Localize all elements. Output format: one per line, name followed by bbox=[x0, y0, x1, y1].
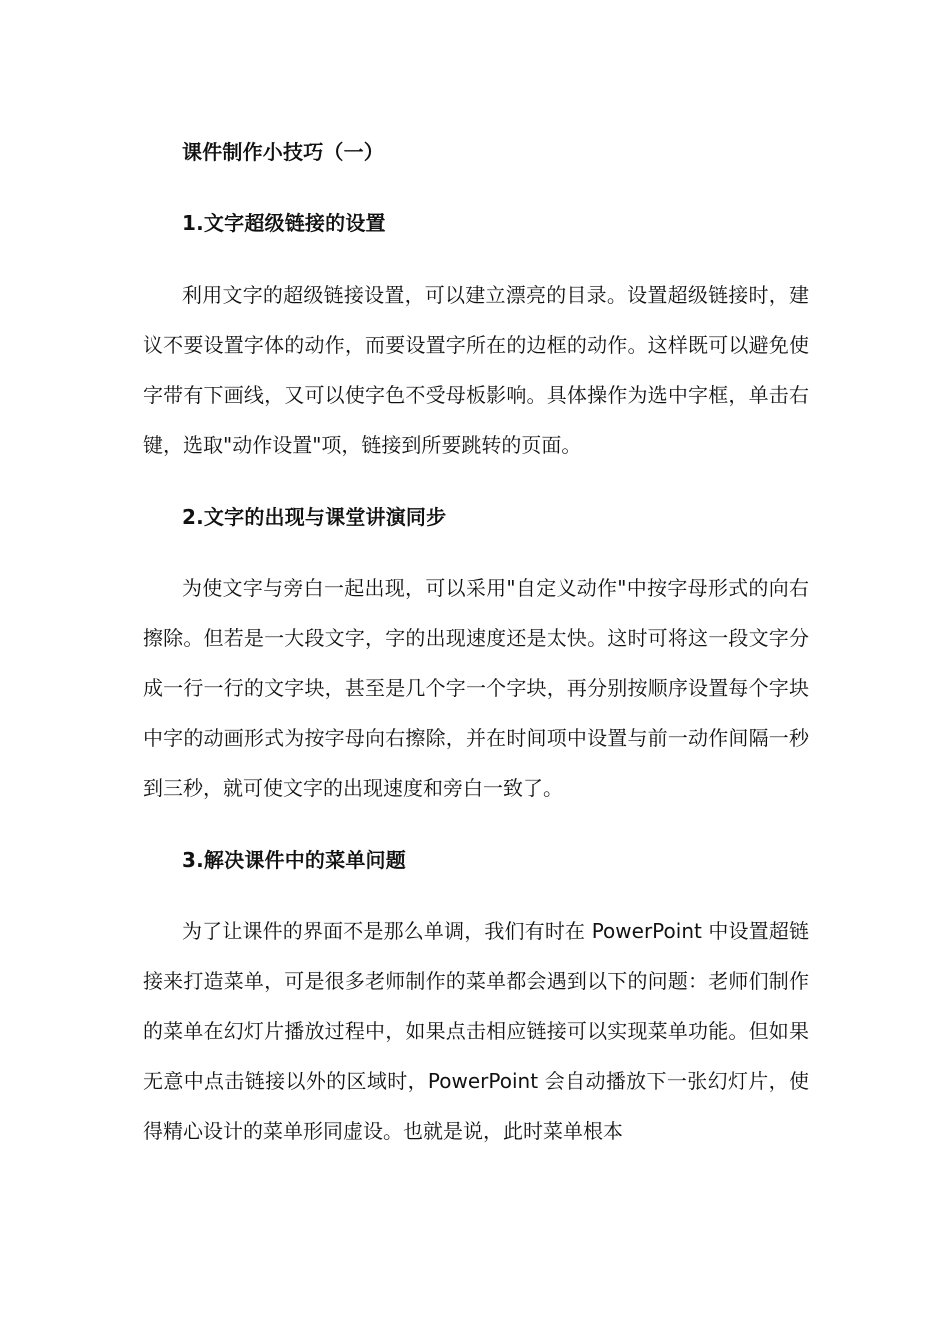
section-1-paragraph: 利用文字的超级链接设置，可以建立漂亮的目录。设置超级链接时，建议不要设置字体的动作，而要设置字所在的边框的动作。这样既可以避免使字带有下画线，又可以使字色不受母板影响。具体操作为选中字框，单击右键，选取"动作设置"项，链接到所要跳转的页面。 bbox=[143, 283, 809, 457]
section-2-heading: 2.文字的出现与课堂讲演同步 bbox=[182, 505, 447, 529]
section-3-paragraph: 为了让课件的界面不是那么单调，我们有时在 PowerPoint 中设置超链接来打造菜单，可是很多老师制作的菜单都会遇到以下的问题：老师们制作的菜单在幻灯片播放过程中，如果点击相应链接可以实现菜单功能。但如果无意中点击链接以外的区域时，PowerPoint 会自动播放下一张幻灯片，使得精心设计的菜单形同虚设。也就是说，此时菜单根本 bbox=[143, 919, 809, 1143]
section-3-heading: 3.解决课件中的菜单问题 bbox=[182, 848, 406, 872]
section-1-heading: 1.文字超级链接的设置 bbox=[182, 211, 386, 235]
document-title: 课件制作小技巧（一） bbox=[182, 140, 384, 164]
section-2-paragraph: 为使文字与旁白一起出现，可以采用"自定义动作"中按字母形式的向右擦除。但若是一大段文字，字的出现速度还是太快。这时可将这一段文字分成一行一行的文字块，甚至是几个字一个字块，再分别按顺序设置每个字块中字的动画形式为按字母向右擦除，并在时间项中设置与前一动作间隔一秒到三秒，就可使文字的出现速度和旁白一致了。 bbox=[143, 576, 809, 800]
